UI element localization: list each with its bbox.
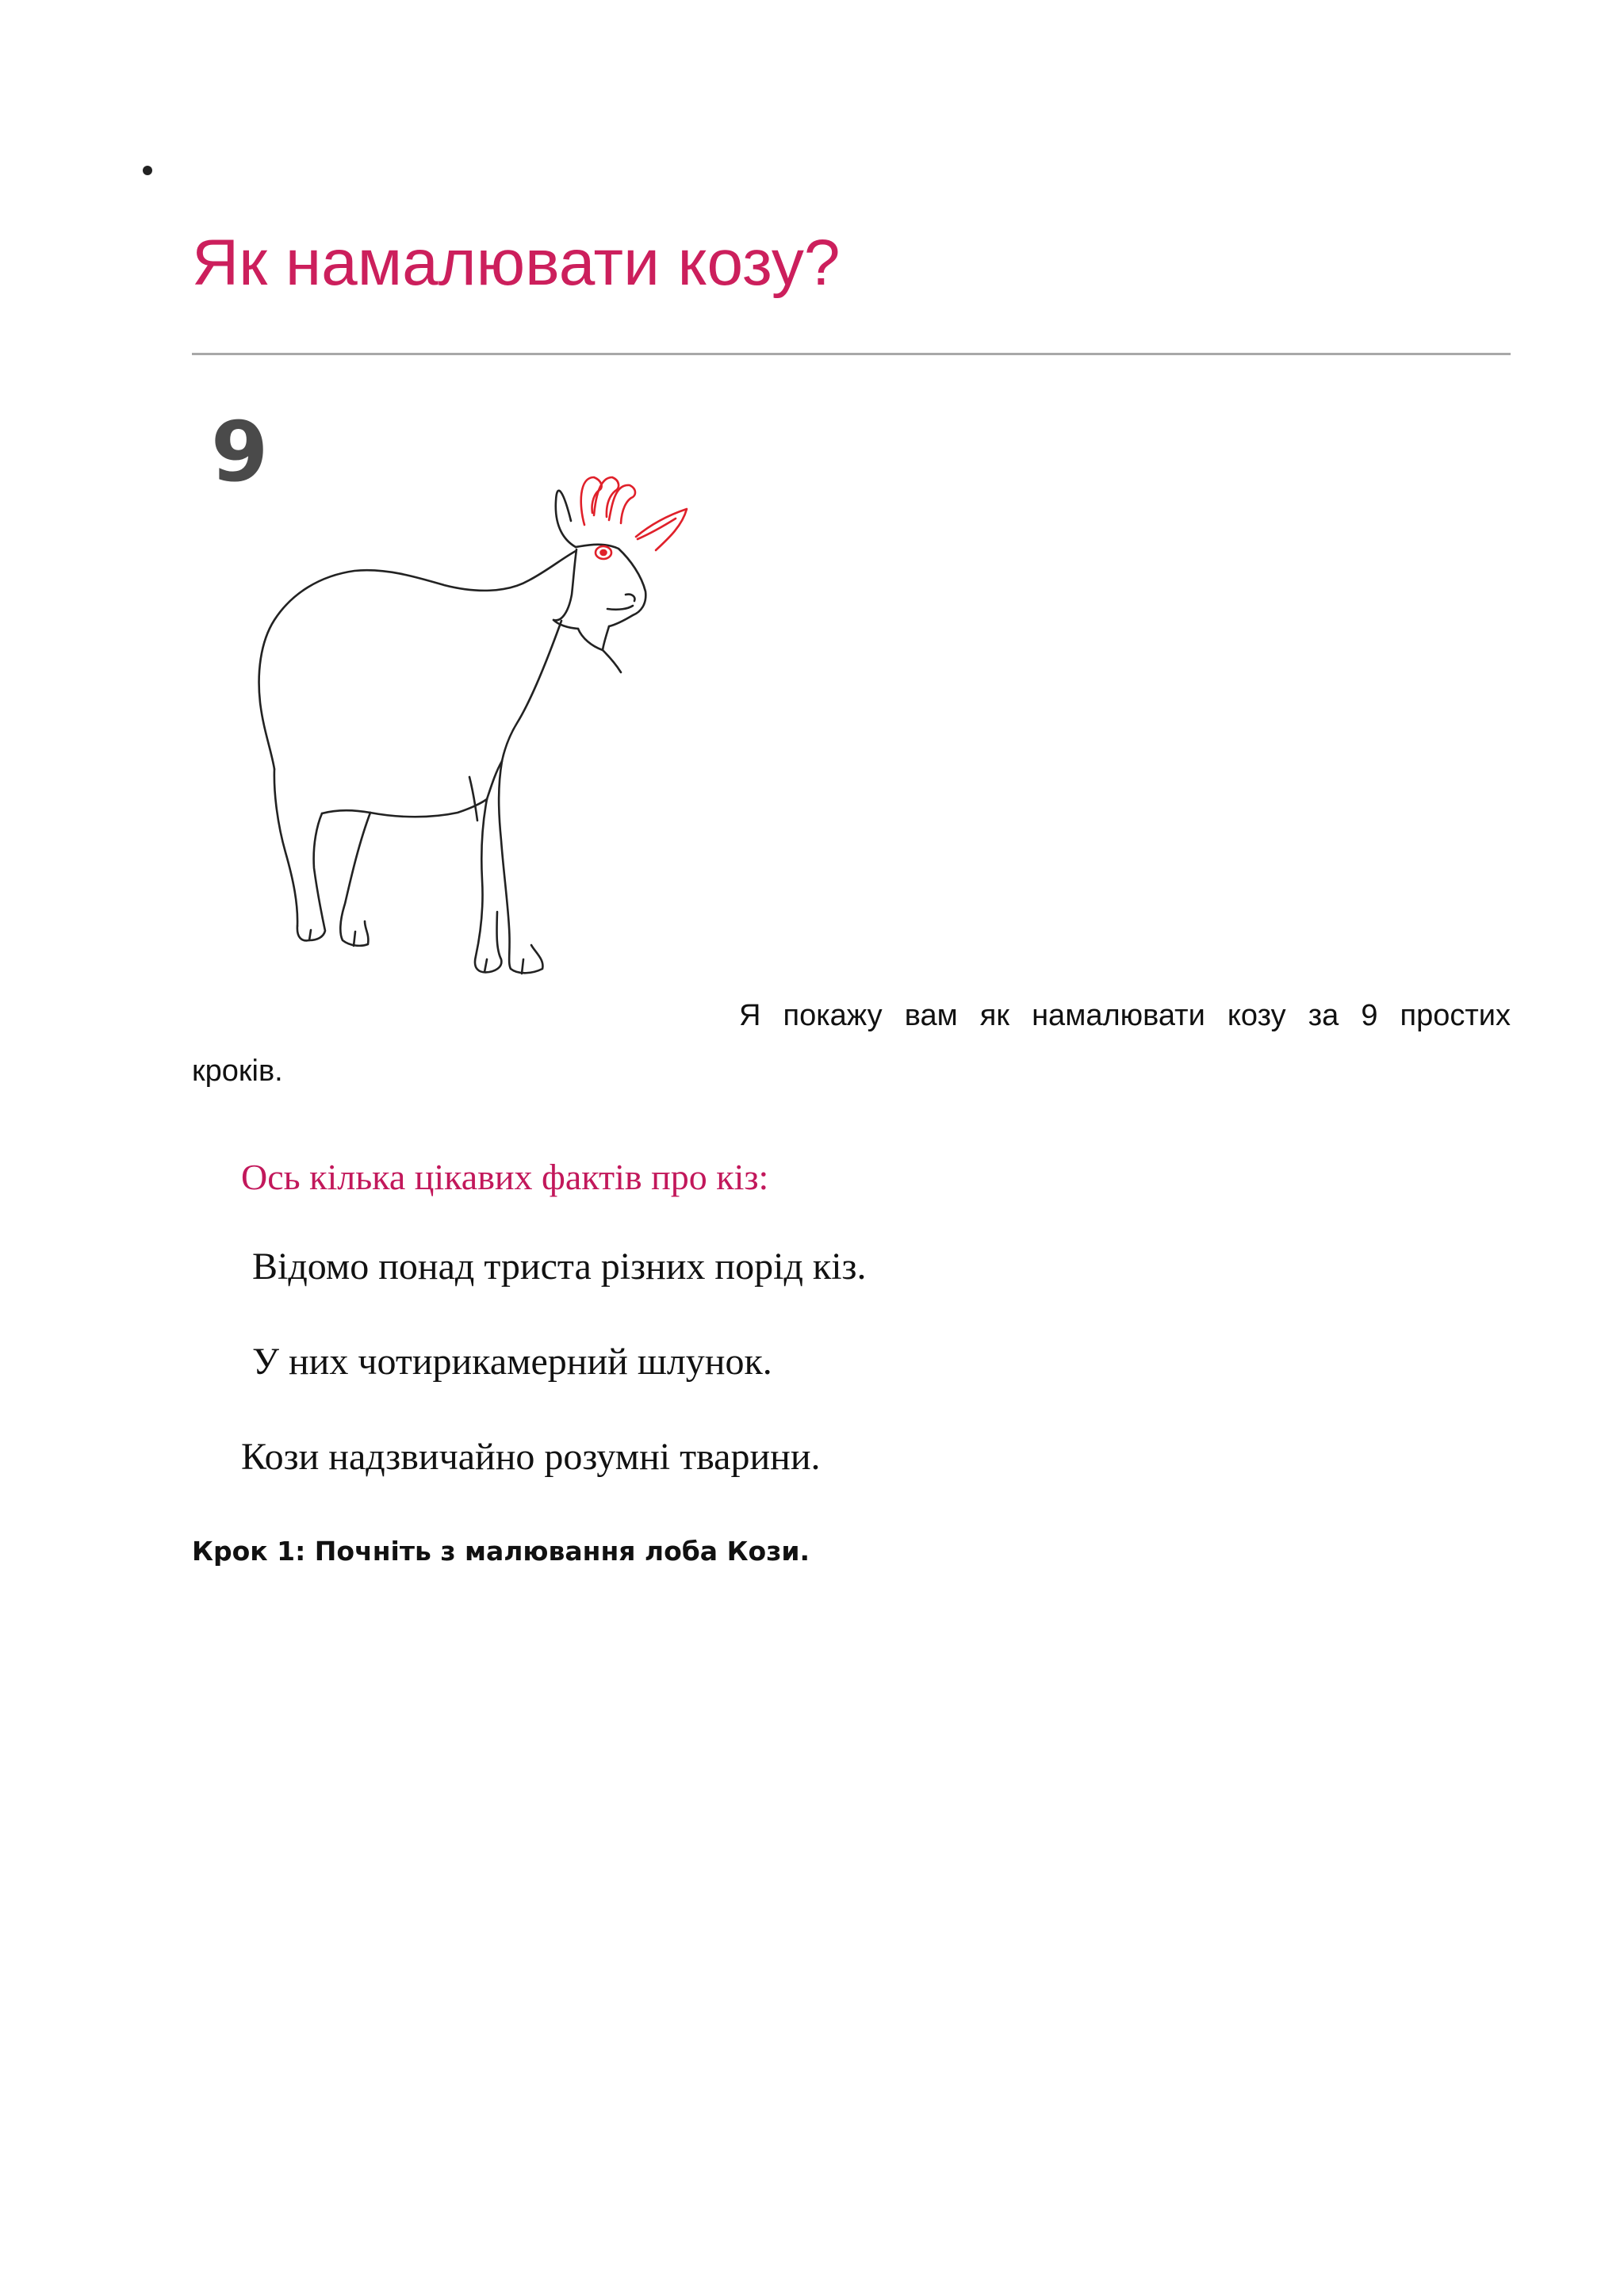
intro-paragraph	[192, 988, 1511, 1099]
fact-item: У них чотирикамерний шлунок.	[252, 1341, 772, 1383]
step-1-heading: Крок 1: Почніть з малювання лоба Кози.	[192, 1536, 810, 1567]
fact-item: Відомо понад триста різних порід кіз.	[252, 1246, 867, 1288]
intro-line-2: кроків.	[192, 1054, 283, 1088]
intro-line-1: Я покажу вам як намалювати козу за 9 простих	[739, 999, 1511, 1032]
goat-highlights	[581, 477, 687, 559]
goat-drawing	[192, 404, 725, 1026]
fact-item: Кози надзвичайно розумні тварини.	[241, 1436, 821, 1478]
page-title: Як намалювати козу?	[192, 227, 841, 299]
step-number: 9	[211, 404, 269, 500]
bullet-dot	[143, 166, 152, 175]
title-divider	[192, 353, 1511, 355]
goat-drawing-figure	[192, 404, 725, 1026]
facts-heading: Ось кілька цікавих фактів про кіз:	[241, 1157, 769, 1197]
goat-outline	[259, 491, 646, 974]
